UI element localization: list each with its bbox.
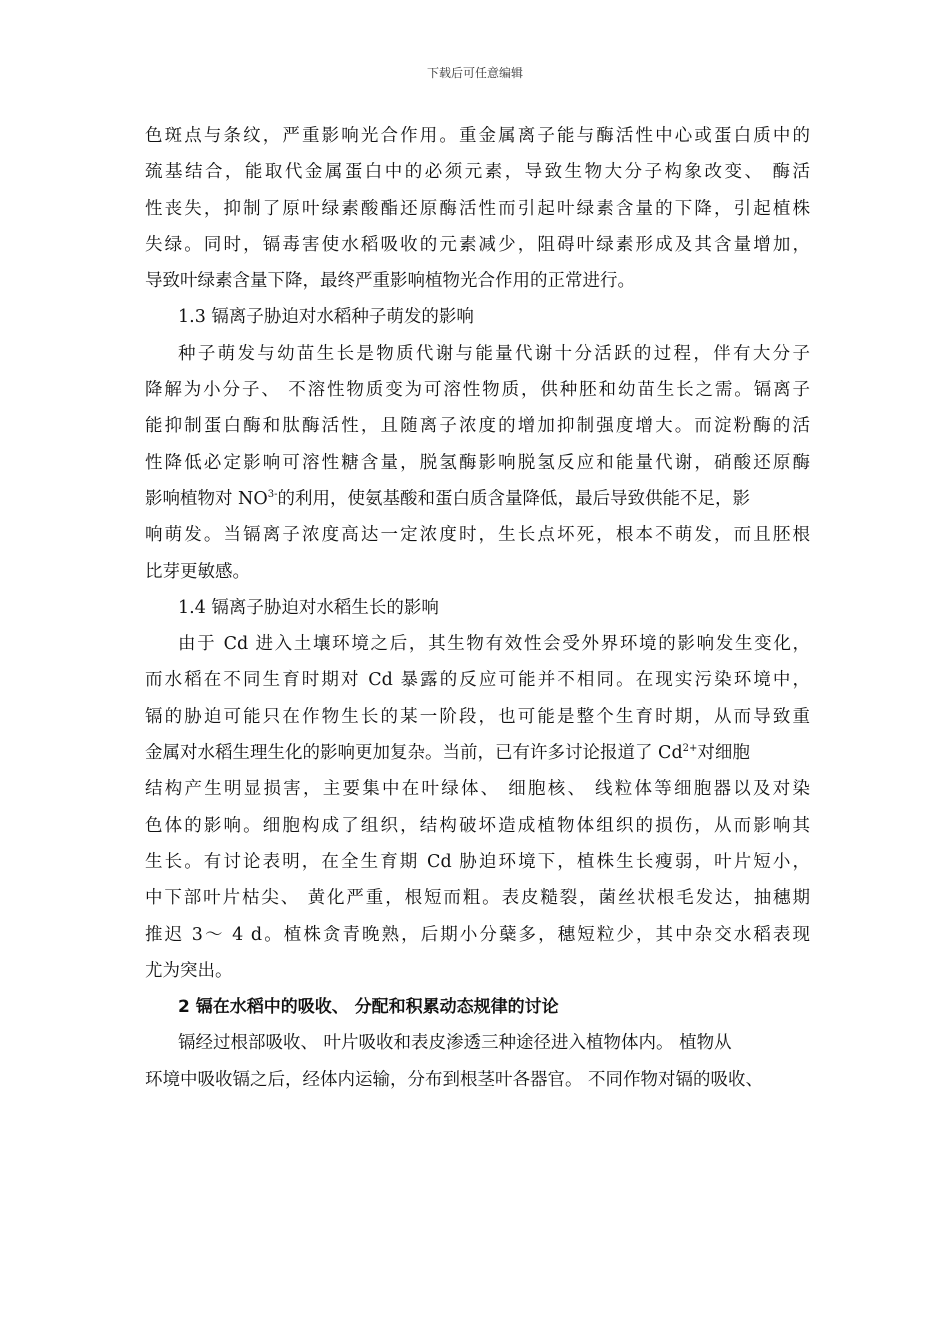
paragraph-line [145, 481, 810, 517]
paragraph-line: 生长。有讨论表明，在全生育期 Cd 胁迫环境下，植株生长瘦弱，叶片短小， [145, 851, 810, 872]
section-heading-1-3: 1.3 镉离子胁迫对水稻种子萌发的影响 [178, 307, 474, 328]
paragraph-line: 中下部叶片枯尖、 黄化严重，根短而粗。表皮糙裂，菌丝状根毛发达，抽穗期 [145, 888, 810, 909]
paragraph-line: 巯基结合，能取代金属蛋白中的必须元素，导致生物大分子构象改变、 酶活 [145, 162, 810, 183]
paragraph-line: 镉经过根部吸收、 叶片吸收和表皮渗透三种途径进入植物体内。 植物从 [178, 1033, 732, 1054]
paragraph-line: 种子萌发与幼苗生长是物质代谢与能量代谢十分活跃的过程，伴有大分子 [178, 343, 810, 364]
document-body [145, 118, 810, 1098]
paragraph-line: 降解为小分子、 不溶性物质变为可溶性物质，供种胚和幼苗生长之需。镉离子 [145, 380, 810, 401]
paragraph-line: 色体的影响。细胞构成了组织，结构破坏造成植物体组织的损伤，从而影响其 [145, 815, 810, 836]
text-fragment: 的利用，使氨基酸和蛋白质含量降低，最后导致供能不足，影 [277, 488, 750, 509]
text-fragment: 对细胞 [697, 743, 750, 764]
superscript: 3- [267, 488, 278, 500]
paragraph-line: 失绿。同时，镉毒害使水稻吸收的元素减少，阻碍叶绿素形成及其含量增加， [145, 234, 810, 255]
section-heading-2: 2 镉在水稻中的吸收、 分配和积累动态规律的讨论 [178, 997, 559, 1018]
paragraph-line: 导致叶绿素含量下降，最终严重影响植物光合作用的正常进行。 [145, 271, 635, 292]
section-heading-1-4: 1.4 镉离子胁迫对水稻生长的影响 [178, 597, 439, 618]
paragraph-line: 结构产生明显损害，主要集中在叶绿体、 细胞核、 线粒体等细胞器以及对染 [145, 779, 810, 800]
paragraph-line: 镉的胁迫可能只在作物生长的某一阶段，也可能是整个生育时期，从而导致重 [145, 706, 810, 727]
page-header: 下载后可任意编辑 [426, 66, 523, 80]
paragraph-line: 而水稻在不同生育时期对 Cd 暴露的反应可能并不相同。在现实污染环境中， [145, 670, 810, 691]
superscript: 2+ [682, 743, 698, 755]
paragraph-line: 响萌发。当镉离子浓度高达一定浓度时，生长点坏死，根本不萌发，而且胚根 [145, 525, 810, 546]
paragraph-line [145, 735, 810, 771]
text-fragment: 金属对水稻生理生化的影响更加复杂。当前，已有许多讨论报道了 Cd [145, 743, 683, 764]
paragraph-line: 环境中吸收镉之后，经体内运输，分布到根茎叶各器官。 不同作物对镉的吸收、 [145, 1069, 764, 1090]
paragraph-line: 尤为突出。 [145, 960, 233, 981]
paragraph-line: 由于 Cd 进入土壤环境之后，其生物有效性会受外界环境的影响发生变化， [178, 634, 810, 655]
paragraph-line: 能抑制蛋白酶和肽酶活性，且随离子浓度的增加抑制强度增大。而淀粉酶的活 [145, 416, 810, 437]
paragraph-line: 性降低必定影响可溶性糖含量，脱氢酶影响脱氢反应和能量代谢，硝酸还原酶 [145, 452, 810, 473]
paragraph-line: 比芽更敏感。 [145, 561, 250, 582]
paragraph-line: 色斑点与条纹，严重影响光合作用。重金属离子能与酶活性中心或蛋白质中的 [145, 126, 810, 146]
paragraph-line: 性丧失，抑制了原叶绿素酸酯还原酶活性而引起叶绿素含量的下降，引起植株 [145, 198, 810, 219]
text-fragment: 影响植物对 NO [145, 488, 268, 509]
paragraph-line: 推迟 3～ 4 d。植株贪青晚熟，后期小分蘖多，穗短粒少，其中杂交水稻表现 [145, 924, 810, 945]
